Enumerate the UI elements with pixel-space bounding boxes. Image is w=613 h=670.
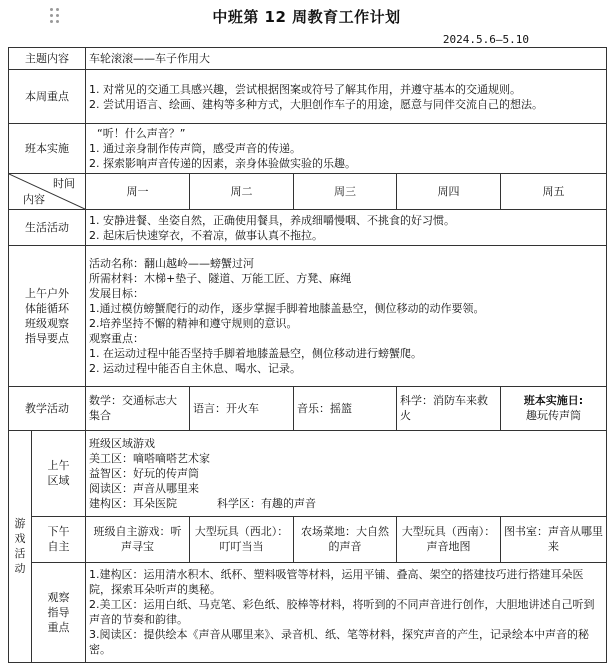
theme-row (9, 48, 607, 70)
afternoon-row (9, 516, 607, 562)
outdoor-label-line: 指导要点 (25, 331, 69, 345)
game-label-char: 游 (14, 517, 26, 531)
special-day-title: 班本实施日: (523, 394, 584, 408)
game-label (9, 430, 32, 662)
observation-row (9, 562, 607, 662)
morning-area-line: 益智区：好玩的传声筒 (89, 466, 199, 480)
class-practice-label: 班本实施 (9, 124, 86, 174)
afternoon-tuesday: 大型玩具（西北）：叮叮当当 (190, 516, 294, 562)
teaching-wednesday: 音乐：摇篮 (294, 386, 397, 430)
teaching-friday (501, 386, 607, 430)
life-activity-line: 1. 安静进餐、坐姿自然，正确使用餐具，养成细嚼慢咽、不挑食的好习惯。 (89, 213, 455, 227)
outdoor-line: 2.培养坚持不懈的精神和遵守规则的意识。 (89, 316, 298, 330)
class-practice-title: “听！什么声音？” (97, 127, 186, 141)
outdoor-line: 2. 运动过程中能否自主休息、喝水、记录。 (89, 361, 301, 375)
special-day-value: 趣玩传声筒 (526, 409, 582, 423)
outdoor-content (86, 246, 607, 386)
game-label-char: 动 (14, 562, 26, 576)
outdoor-line: 发展目标： (89, 286, 144, 300)
morning-area-label-line: 区域 (47, 474, 70, 488)
morning-area-line: 美工区：嘀嗒嘀嗒艺术家 (89, 451, 210, 465)
teaching-monday: 数学：交通标志大集合 (86, 386, 190, 430)
weekly-focus-line: 2. 尝试用语言、绘画、建构等多种方式，大胆创作车子的用途，愿意与同伴交流自己的想法。 (89, 97, 543, 111)
science-area: 科学区：有趣的声音 (217, 496, 316, 510)
outdoor-line: 1.通过模仿螃蟹爬行的动作，逐步掌握手脚着地膝盖悬空，侧位移动的动作要领。 (89, 301, 485, 315)
day-friday: 周五 (501, 174, 607, 210)
morning-area-line (89, 496, 603, 511)
class-practice-content (86, 124, 607, 174)
life-activity-label: 生活活动 (9, 210, 86, 246)
weekly-focus-row (9, 70, 607, 124)
teaching-thursday: 科学：消防车来救火 (397, 386, 501, 430)
class-practice-line: 1. 通过亲身制作传声筒，感受声音的传递。 (89, 142, 301, 156)
class-practice-row (9, 124, 607, 174)
day-wednesday: 周三 (294, 174, 397, 210)
morning-area-label-line: 上午 (47, 459, 70, 473)
game-label-char: 戏 (14, 532, 26, 546)
morning-area-line: 班级区域游戏 (89, 436, 155, 450)
morning-area-label (32, 430, 86, 516)
observation-line: 2.美工区：运用白纸、马克笔、彩色纸、胶棒等材料，将听到的不同声音进行创作，大胆地讲述自己听到声音的节奏和韵律。 (89, 598, 595, 627)
plan-table (8, 47, 607, 663)
header-time-label: 时间 (53, 177, 75, 191)
afternoon-label-line: 下午 (47, 525, 70, 539)
header-content-label: 内容 (23, 193, 45, 207)
afternoon-wednesday: 农场菜地：大自然的声音 (294, 516, 397, 562)
outdoor-line: 所需材料：木梯+垫子、隧道、万能工匠、方凳、麻绳 (89, 271, 352, 285)
construction-area: 建构区：耳朵医院 (89, 496, 177, 510)
afternoon-label-line: 自主 (47, 540, 70, 554)
theme-value: 车轮滚滚——车子作用大 (86, 48, 607, 70)
theme-label: 主题内容 (9, 48, 86, 70)
observation-line: 3.阅读区：提供绘本《声音从哪里来》、录音机、纸、笔等材料，探究声音的产生，记录绘本中声音的秘密。 (89, 628, 589, 657)
outdoor-label-line: 体能循环 (25, 301, 69, 315)
outdoor-label-line: 班级观察 (25, 316, 69, 330)
day-monday: 周一 (86, 174, 190, 210)
afternoon-thursday: 大型玩具（西南）：声音地图 (397, 516, 501, 562)
life-activity-content (86, 210, 607, 246)
life-activity-line: 2. 起床后快速穿衣，不着凉，做事认真不拖拉。 (89, 228, 323, 242)
observation-content (86, 562, 607, 662)
outdoor-line: 观察重点： (89, 331, 144, 345)
teaching-tuesday: 语言：开火车 (190, 386, 294, 430)
outdoor-line: 活动名称：翻山越岭——螃蟹过河 (89, 256, 254, 270)
day-tuesday: 周二 (190, 174, 294, 210)
date-range: 2024.5.6—5.10 (442, 33, 529, 46)
afternoon-label (32, 516, 86, 562)
observation-label-line: 观察 (47, 590, 70, 604)
observation-label-line: 重点 (47, 620, 70, 634)
observation-label-line: 指导 (47, 605, 70, 619)
class-practice-line: 2. 探索影响声音传递的因素，亲身体验做实验的乐趣。 (89, 157, 356, 171)
observation-line: 1.建构区：运用清水积木、纸杯、塑料吸管等材料，运用平铺、叠高、架空的搭建技巧进行搭建耳朵医院，探索耳朵听声的奥秘。 (89, 568, 584, 597)
game-label-char: 活 (14, 547, 26, 561)
outdoor-line: 1. 在运动过程中能否坚持手脚着地膝盖悬空，侧位移动进行螃蟹爬。 (89, 346, 422, 360)
observation-label (32, 562, 86, 662)
afternoon-friday: 图书室：声音从哪里来 (501, 516, 607, 562)
life-activity-row (9, 210, 607, 246)
weekly-focus-label: 本周重点 (9, 70, 86, 124)
afternoon-monday: 班级自主游戏：听声寻宝 (86, 516, 190, 562)
day-thursday: 周四 (397, 174, 501, 210)
outdoor-row (9, 246, 607, 386)
page-title: 中班第 12 周教育工作计划 (212, 8, 401, 26)
outdoor-label (9, 246, 86, 386)
diagonal-header-cell (9, 174, 86, 210)
teaching-label: 教学活动 (9, 386, 86, 430)
outdoor-label-line: 上午户外 (25, 286, 69, 300)
morning-area-row (9, 430, 607, 516)
header-row (9, 174, 607, 210)
morning-area-line: 阅读区：声音从哪里来 (89, 481, 199, 495)
morning-area-content (86, 430, 607, 516)
teaching-row (9, 386, 607, 430)
weekly-focus-line: 1. 对常见的交通工具感兴趣，尝试根据图案或符号了解其作用，并遵守基本的交通规则。 (89, 82, 521, 96)
weekly-focus-content (86, 70, 607, 124)
